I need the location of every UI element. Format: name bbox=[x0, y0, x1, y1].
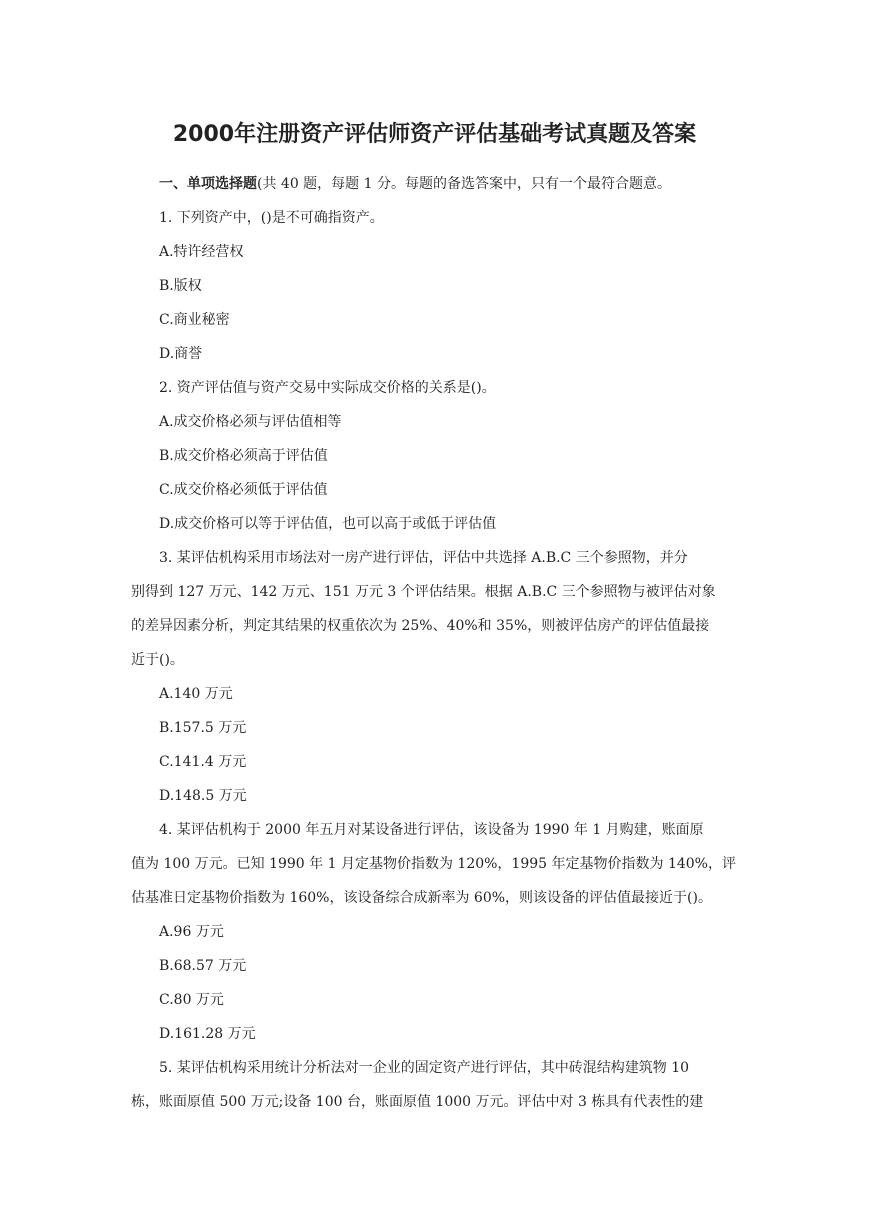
answer-option: D.148.5 万元 bbox=[159, 788, 247, 804]
answer-option: D.商誉 bbox=[159, 346, 203, 362]
question-stem-line: 3. 某评估机构采用市场法对一房产进行评估，评估中共选择 A.B.C 三个参照物，并分 bbox=[159, 550, 688, 566]
document-body bbox=[131, 167, 741, 1119]
question-stem bbox=[131, 1051, 741, 1119]
answer-option: A.成交价格必须与评估值相等 bbox=[159, 414, 342, 430]
question-stem-line: 5. 某评估机构采用统计分析法对一企业的固定资产进行评估，其中砖混结构建筑物 10 bbox=[159, 1060, 690, 1076]
section-instruction: (共 40 题，每题 1 分。每题的备选答案中，只有一个最符合题意。 bbox=[257, 176, 671, 192]
answer-option: A.特许经营权 bbox=[159, 244, 244, 260]
answer-option: B.成交价格必须高于评估值 bbox=[159, 448, 328, 464]
question-stem-line: 别得到 127 万元、142 万元、151 万元 3 个评估结果。根据 A.B.C 三个参照物与被评估对象 bbox=[131, 584, 716, 600]
question-stem-line: 近于()。 bbox=[131, 652, 184, 668]
answer-option: C.80 万元 bbox=[159, 992, 224, 1008]
question-stem: 2. 资产评估值与资产交易中实际成交价格的关系是()。 bbox=[159, 380, 496, 396]
answer-option: C.141.4 万元 bbox=[159, 754, 247, 770]
answer-option: C.商业秘密 bbox=[159, 312, 230, 328]
section-heading: 一、单项选择题 bbox=[159, 176, 257, 192]
question-stem-line: 4. 某评估机构于 2000 年五月对某设备进行评估，该设备为 1990 年 1 月购建，账面原 bbox=[159, 822, 704, 838]
question-stem-line: 估基准日定基物价指数为 160%，该设备综合成新率为 60%，则该设备的评估值最接近于()。 bbox=[131, 890, 712, 906]
answer-option: A.140 万元 bbox=[159, 686, 233, 702]
section-header bbox=[131, 167, 741, 201]
question-stem bbox=[131, 541, 741, 677]
answer-option: B.157.5 万元 bbox=[159, 720, 247, 736]
answer-option: C.成交价格必须低于评估值 bbox=[159, 482, 328, 498]
answer-option: D.成交价格可以等于评估值，也可以高于或低于评估值 bbox=[159, 516, 497, 532]
question-stem bbox=[131, 813, 741, 915]
question-stem-line: 的差异因素分析，判定其结果的权重依次为 25%、40%和 35%，则被评估房产的评估值最接 bbox=[131, 618, 710, 634]
document-title: 2000年注册资产评估师资产评估基础考试真题及答案 bbox=[172, 122, 697, 147]
question-stem-line: 值为 100 万元。已知 1990 年 1 月定基物价指数为 120%，1995 年定基物价指数为 140%，评 bbox=[131, 856, 736, 872]
question-stem-line: 栋，账面原值 500 万元;设备 100 台，账面原值 1000 万元。评估中对 3 栋具有代表性的建 bbox=[131, 1094, 704, 1110]
answer-option: B.版权 bbox=[159, 278, 202, 294]
answer-option: D.161.28 万元 bbox=[159, 1026, 256, 1042]
answer-option: B.68.57 万元 bbox=[159, 958, 247, 974]
answer-option: A.96 万元 bbox=[159, 924, 224, 940]
question-stem: 1. 下列资产中，()是不可确指资产。 bbox=[159, 210, 384, 226]
